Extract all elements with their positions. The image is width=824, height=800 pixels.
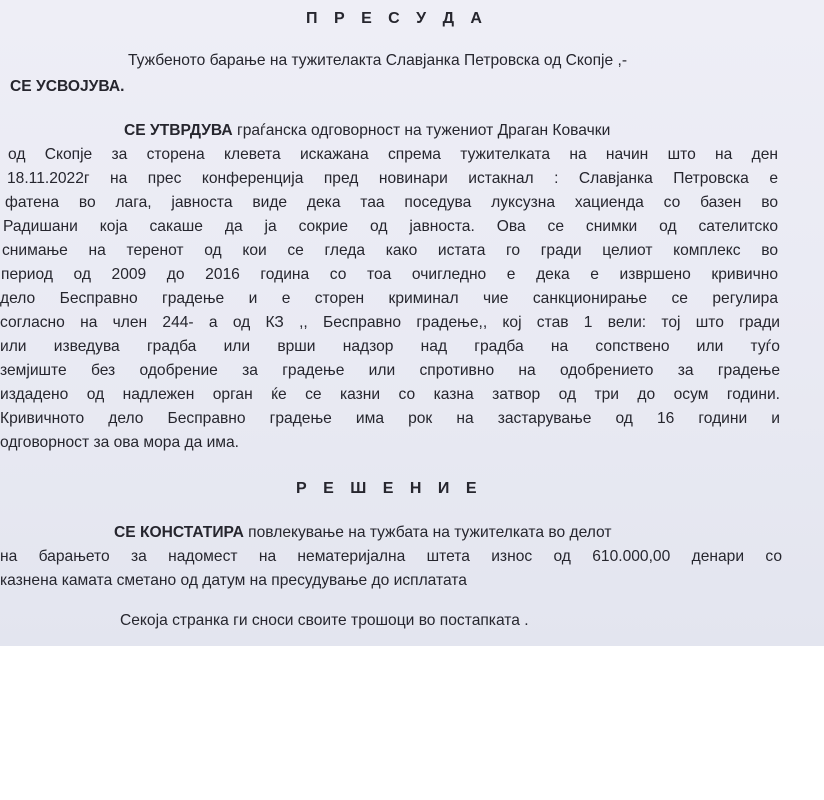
paragraph1-line-0	[124, 122, 776, 140]
costs-sentence: Секоја странка ги сноси своите трошоци во постапката .	[120, 612, 529, 629]
paragraph1-line-6: период од 2009 до 2016 година со тоа очигледно е дека е извршено кривично	[1, 266, 778, 283]
decision-title: Р Е Ш Е Н И Е	[296, 480, 483, 497]
paragraph2-line-0	[114, 524, 782, 542]
paragraph1-line-3: фатена во лага, јавноста виде дека таа поседува луксузна хациенда со базен во	[5, 194, 778, 211]
paragraph1-line-5: снимање на теренот од кои се гледа како истата го гради целиот комплекс во	[2, 242, 778, 259]
paragraph1-line-12: Кривичното дело Бесправно градење има рок на застарување од 16 години и	[0, 410, 780, 427]
paragraph2-line-2: казнена камата сметано од датум на пресудување до исплатата	[0, 572, 467, 589]
paragraph1-line-10: земјиште без одобрение за градење или спротивно на одобрението за градење	[0, 362, 780, 379]
paragraph1-line-1: од Скопје за сторена клевета искажана спрема тужителката на начин што на ден	[8, 146, 778, 163]
paragraph2-line-1: на барањето за надомест на нематеријална штета износ од 610.000,00 денари со	[0, 548, 782, 565]
paragraph1-line-13: одговорност за ова мора да има.	[0, 434, 240, 451]
paragraph1-line-4: Радишани која сакаше да ја сокрие од јавноста. Ова се снимки од сателитско	[3, 218, 778, 235]
paragraph1-line-8: согласно на член 244- а од КЗ ,, Бесправно градење,, кој став 1 вели: тој што гради	[0, 314, 780, 331]
claim-verdict: СЕ УСВОЈУВА.	[10, 78, 125, 95]
paragraph1-lead: СЕ УТВРДУВА	[124, 122, 233, 139]
paragraph1-line-2: 18.11.2022г на прес конференција пред новинари истакнал : Славјанка Петровска е	[7, 170, 778, 187]
paragraph1-line-7: дело Бесправно градење и е сторен криминал чие санкционирање се регулира	[0, 290, 778, 307]
claim-sentence: Тужбеното барање на тужителакта Славјанка Петровска од Скопје ,-	[128, 52, 628, 69]
paragraph1-line-0-text: граѓанска одговорност на тужениот Драган Ковачки	[237, 122, 611, 139]
paragraph1-line-9: или изведува градба или врши надзор над градба на сопствено или туѓо	[0, 338, 780, 355]
paragraph1-line-11: издадено од надлежен орган ќе се казни со казна затвор од три до осум години.	[0, 386, 780, 403]
judgment-title: П Р Е С У Д А	[306, 10, 488, 27]
paragraph2-line-0-text: повлекување на тужбата на тужителката во делот	[248, 524, 612, 541]
paragraph2-lead: СЕ КОНСТАТИРА	[114, 524, 244, 541]
